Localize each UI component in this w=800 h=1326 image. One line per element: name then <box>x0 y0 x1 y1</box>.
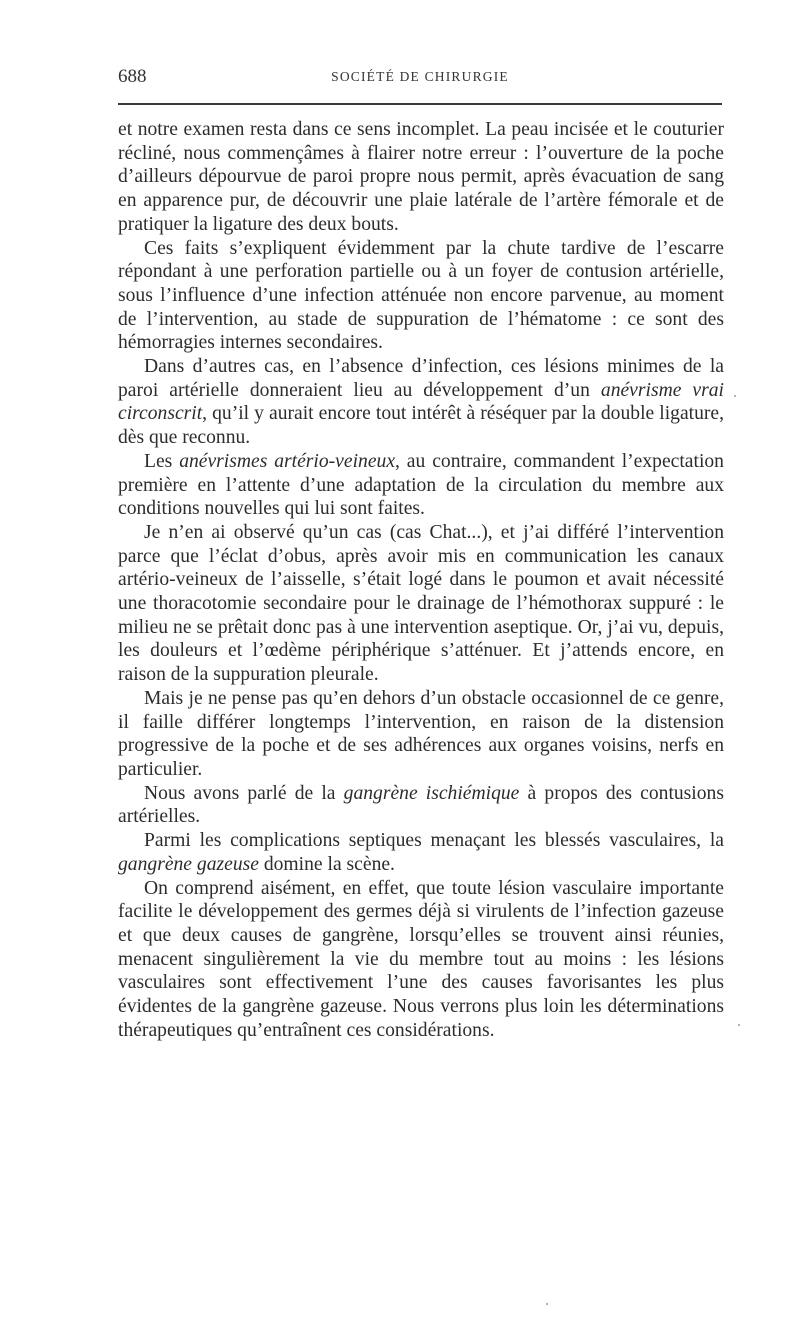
header-rule <box>118 103 722 105</box>
page-header <box>118 66 722 90</box>
body-text <box>118 118 724 1042</box>
text-run: à propos des contusions artérielles. <box>118 782 724 828</box>
text-run: Dans d’autres cas, en l’absence d’infection, ces lésions minimes de la paroi artérielle donneraient lieu au développement d’un <box>118 356 724 401</box>
page-number: 688 <box>118 66 147 87</box>
paragraph <box>118 829 724 876</box>
paragraph <box>118 450 724 521</box>
text-run: Ces faits s’expliquent évidemment par la chute tardive de l’escarre répondant à une perforation partielle ou à un foyer de contusion artérielle, sous l’influence d’une infection atténuée non encore parvenue, au moment de l’intervention, au stade de suppuration de l’hématome : ce sont des hémorragies internes secondaires. <box>118 237 724 354</box>
text-run: Parmi les complications septiques menaçant les blessés vasculaires, la <box>144 830 724 852</box>
text-run: Mais je ne pense pas qu’en dehors d’un obstacle occasionnel de ce genre, il faille différer longtemps l’intervention, en raison de la distension progressive de la poche et de ses adhérences aux organes voisins, nerfs en particulier. <box>118 687 724 780</box>
italic-term: gangrène gazeuse <box>118 853 259 875</box>
text-run: Je n’en ai observé qu’un cas (cas Chat...), et j’ai différé l’intervention parce que l’éclat d’obus, après avoir mis en communication les canaux artério-veineux de l’aisselle, s’était logé dans le poumon et avait nécessité une thoracotomie secondaire pour le drainage de l’hémothorax suppuré : le milieu ne se prêtait donc pas à une intervention aseptique. Or, j’ai vu, depuis, les douleurs et l’œdème périphérique s’atténuer. Et j’attends encore, en raison de la suppuration pleurale. <box>118 521 724 686</box>
text-run: et notre examen resta dans ce sens incomplet. La peau incisée et le couturier récliné, nous commençâmes à flairer notre erreur : l’ouverture de la poche d’ailleurs dépourvue de paroi propre nous permit, après évacuation de sang en apparence pur, de découvrir une plaie latérale de l’artère fémorale et de pratiquer la ligature des deux bouts. <box>118 119 724 235</box>
text-run: , qu’il y aurait encore tout intérêt à réséquer par la double ligature, dès que reconnu. <box>118 403 724 449</box>
paragraph <box>118 877 724 1043</box>
paper-speck <box>734 395 736 397</box>
paragraph <box>118 237 724 356</box>
text-run: domine la scène. <box>258 853 395 875</box>
italic-term: anévrismes artério-veineux <box>179 450 396 472</box>
paragraph-continuation <box>118 118 724 237</box>
paper-speck <box>546 1303 548 1305</box>
running-title: SOCIÉTÉ DE CHIRURGIE <box>331 69 509 84</box>
text-run: Nous avons parlé de la <box>144 782 344 804</box>
text-run: , au contraire, commandent l’expectation première en l’attente d’une adaptation de la circulation du membre aux conditions nouvelles qui lui sont faites. <box>118 450 724 520</box>
italic-term: anévrisme vrai circonscrit <box>118 379 724 425</box>
text-run: On comprend aisément, en effet, que toute lésion vasculaire importante facilite le développement des germes déjà si virulents de l’infection gazeuse et que deux causes de gangrène, lorsqu’elles se trouvent ainsi réunies, menacent singulièrement la vie du membre tout au moins : les lésions vasculaires sont effectivement l’une des causes favorisantes les plus évidentes de la gangrène gazeuse. Nous verrons plus loin les déterminations thérapeutiques qu’entraînent ces considérations. <box>118 877 724 1041</box>
paragraph <box>118 355 724 450</box>
text-run: Les <box>144 450 180 472</box>
paper-speck <box>738 1024 740 1026</box>
paragraph <box>118 687 724 782</box>
paragraph <box>118 521 724 687</box>
italic-term: gangrène ischiémique <box>343 782 520 804</box>
paragraph <box>118 782 724 829</box>
